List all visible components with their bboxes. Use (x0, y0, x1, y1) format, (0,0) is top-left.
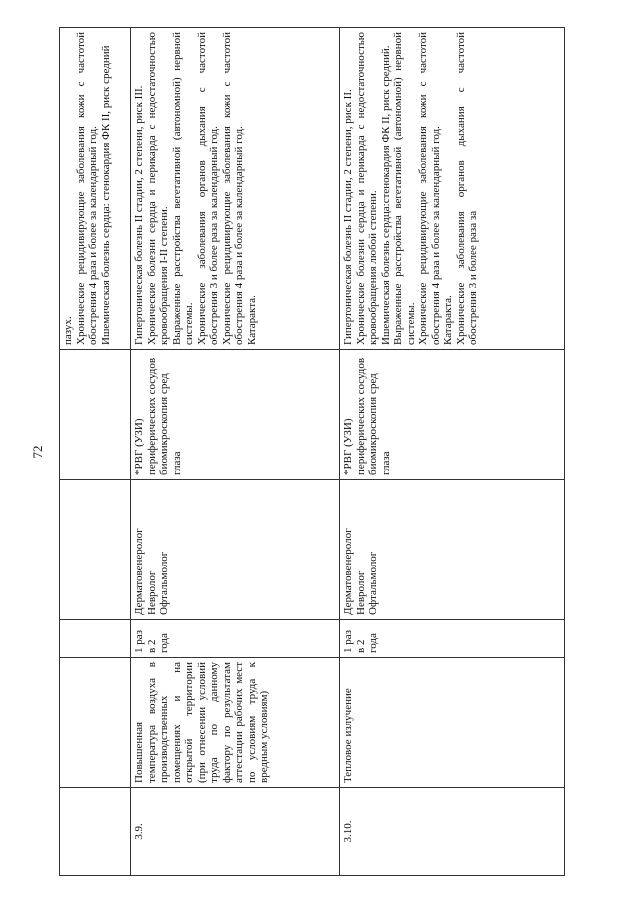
specialist: Дерматовенеролог (342, 528, 354, 615)
disease-line: Хронические рецидивирующие заболевания кожи с частотой обострения 4 раза и более за календарный год. (74, 32, 99, 345)
cell-frequency: 1 раз в 2 года (340, 620, 565, 658)
cell-exams (60, 350, 131, 480)
disease-line: Катаракта. (245, 295, 258, 345)
cell-factor (60, 658, 131, 788)
disease-line: Хронические рецидивирующие заболевания кожи с частотой обострения 4 раза и более за календарный год. (220, 32, 245, 345)
cell-number (60, 788, 131, 876)
disease-line: Хронические заболевания органов дыхания с частотой обострения 3 и более раза за календарный год. (195, 32, 220, 345)
disease-line: Хронические болезни сердца и перикарда с недостаточностью кровообращения любой степени. (354, 32, 379, 345)
cell-exams (340, 350, 565, 480)
cell-exams (131, 350, 340, 480)
specialist: Дерматовенеролог (133, 528, 145, 615)
rotated-table-container (59, 28, 581, 876)
page-number: 72 (30, 445, 45, 459)
disease-line: Выраженные расстройства вегетативной (автономной) нервной системы. (170, 32, 195, 345)
disease-line: пазух. (62, 316, 74, 345)
cell-number: 3.10. (340, 788, 565, 876)
hazard-factors-table (59, 27, 565, 876)
table-row-3-10 (340, 28, 565, 876)
table-row-continuation (60, 28, 131, 876)
cell-diseases (60, 28, 131, 350)
cell-specialists (60, 480, 131, 620)
cell-diseases (131, 28, 340, 350)
cell-number: 3.9. (131, 788, 340, 876)
disease-line: Хронические рецидивирующие заболевания кожи с частотой обострения 4 раза и более за календарный год. (417, 32, 442, 345)
cell-frequency (60, 620, 131, 658)
exam: биомикроскопия сред глаза (367, 373, 392, 475)
exam: *РВГ (УЗИ) периферических сосудов (133, 357, 158, 475)
disease-line: Гипертоническая болезнь II стадии, 2 степени, риск II. (342, 89, 354, 345)
exam: биомикроскопия сред глаза (158, 373, 183, 475)
cell-factor: Тепловое излучение (340, 658, 565, 788)
disease-line: Ишемическая болезнь сердца:стенокардия ФК II, риск средний. (379, 45, 392, 345)
cell-frequency: 1 раз в 2 года (131, 620, 340, 658)
cell-diseases (340, 28, 565, 350)
disease-line: Хронические болезни сердца и перикарда с недостаточностью кровообращения I-II степени. (145, 32, 170, 345)
table-row-3-9 (131, 28, 340, 876)
specialist: Офтальмолог (367, 551, 379, 615)
disease-line: Хронические заболевания органов дыхания с частотой обострения 3 и более раза за (454, 32, 479, 345)
cell-specialists (131, 480, 340, 620)
disease-line: Ишемическая болезнь сердца: стенокардия ФК II, риск средний (99, 45, 112, 345)
cell-factor: Повышенная температура воздуха в производственных помещениях и на открытой территории (при отнесении условий труда по данному фактору по результатам аттестации рабочих мест по условиям труда к вредным условиям) (131, 658, 340, 788)
specialist: Невролог (145, 570, 158, 615)
disease-line: Выраженные расстройства вегетативной (автономной) нервной системы. (392, 32, 417, 345)
cell-specialists (340, 480, 565, 620)
specialist: Невролог (354, 570, 367, 615)
specialist: Офтальмолог (158, 551, 170, 615)
disease-line: Катаракта. (442, 295, 454, 345)
exam: *РВГ (УЗИ) периферических сосудов (342, 357, 367, 475)
disease-line: Гипертоническая болезнь II стадии, 2 степени, риск III. (133, 85, 145, 345)
